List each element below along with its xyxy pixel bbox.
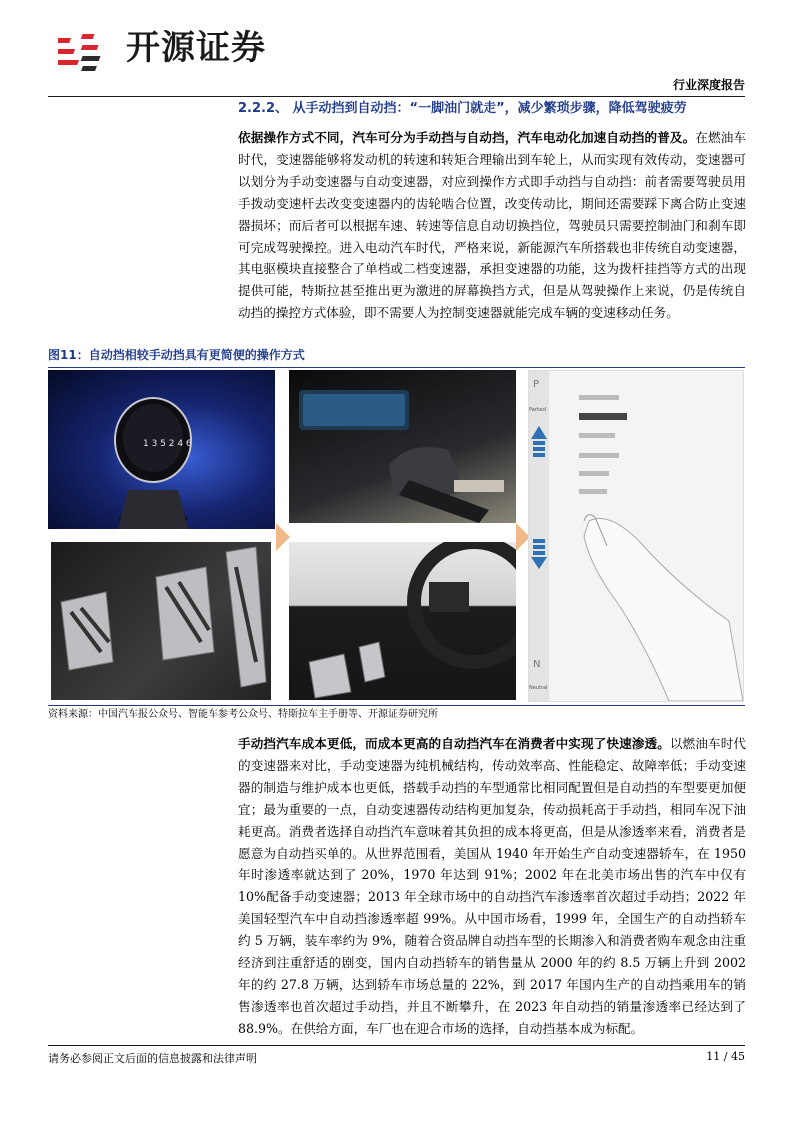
footer-divider: [48, 1045, 745, 1046]
paragraph-1: [238, 127, 746, 324]
tesla-pedals-photo: [289, 542, 516, 700]
paragraph-2-lead: 手动挡汽车成本更低，而成本更高的自动挡汽车在消费者中实现了快速渗透。: [238, 736, 670, 751]
paragraph-1-lead: 依据操作方式不同，汽车可分为手动挡与自动挡，汽车电动化加速自动挡的普及。: [238, 130, 696, 145]
section-title: 2.2.2、 从手动挡到自动挡：“一脚油门就走”，减少繁琐步骤，降低驾驶疲劳: [238, 101, 687, 116]
header-divider: [48, 96, 745, 97]
paragraph-1-body: 在燃油车时代，变速器能够将发动机的转速和转矩合理输出到车轮上，从而实现有效传动，变速器可以划分为手动变速器与自动变速器，对应到操作方式即手动挡与自动挡：前者需要驾驶员用手拨动变速杆去改变变速器内的齿轮啮合位置，改变传动比，期间还需要踩下离合防止变速器损坏；而后者可以根据车速、转速等信息自动切换挡位，驾驶员只需要控制油门和刹车即可完成驾驶操控。进入电动汽车时代，严格来说，新能源汽车所搭载也非传统自动变速器，其电驱模块直接整合了单档或二档变速器，承担变速器的功能，这为拨杆挂挡等方式的出现提供可能，特斯拉甚至推出更为激进的屏幕换挡方式，但是从驾驶操作上来说，仍是传统自动挡的操控方式体验，即不需要人为控制变速器就能完成车辆的变速移动任务。: [238, 130, 747, 321]
brand-name: 开源证券: [126, 28, 266, 68]
footer-disclaimer: 请务必参阅正文后面的信息披露和法律声明: [48, 1052, 257, 1065]
paragraph-2-body: 以燃油车时代的变速器来对比，手动变速器为纯机械结构，传动效率高、性能稳定、故障率低；手动变速器的制造与维护成本也更低，搭载手动挡的车型通常比相同配置但是自动挡的车型要更加便宜；最为重要的一点，自动变速器传动结构更加复杂，传动损耗高于手动挡，相同车况下油耗更高。消费者选择自动挡汽车意味着其负担的成本将更高，但是从渗透率来看，消费者是愿意为自动挡买单的。从世界范围看，美国从 1940 年开始生产自动变速器轿车，在 1950 年时渗透率就达到了 20%，1970 年达到 91%；2002 年在北美市场出售的汽车中仅有 10%配备手动变速器；2013 年全球市场中的自动挡汽车渗透率首次超过手动挡；2022 年美国轻型汽车中自动挡渗透率超 99%。从中国市场看，1999 年，全国生产的自动挡轿车约 5 万辆，装车率约为 9%，随着合资品牌自动挡车型的长期渗入和消费者购车观念由注重经济到注重舒适的剧变，国内自动挡轿车的销售量从 2000 年的约 8.5 万辆上升到 2002 年的约 27.8 万辆，达到轿车市场总量的 22%，到 2017 年国内生产的自动挡乘用车的销售渗透率也首次超过手动挡，并且不断攀升，在 2023 年自动挡的销量渗透率已经达到了 88.9%。在供给方面，车厂也在迎合市场的选择，自动挡基本成为标配。: [238, 736, 747, 1036]
figure-image-grid: [48, 367, 745, 704]
gear-neutral-label: Neutral: [529, 685, 548, 691]
figure-title: 图11：自动挡相较手动挡具有更简便的操作方式: [48, 345, 745, 368]
shifter-numbers: 1 3 5 2 4 6: [143, 439, 192, 449]
shift-up-arrow-icon: [531, 426, 547, 457]
automatic-gear-lever-photo: [289, 370, 516, 523]
logo-mark-icon: [58, 30, 114, 74]
company-logo: [58, 24, 308, 74]
arrow-right-icon: [276, 523, 290, 551]
page-number: 11 / 45: [706, 1050, 745, 1063]
gear-parked-label: Parked: [529, 407, 546, 413]
manual-shift-knob-photo: [48, 370, 275, 529]
shift-down-arrow-icon: [531, 539, 547, 569]
manual-pedals-photo: [51, 542, 271, 700]
gear-n-label: N: [533, 659, 541, 670]
paragraph-2: [238, 733, 746, 1040]
touchscreen-shift-illustration: [528, 370, 744, 702]
report-type: 行业深度报告: [672, 78, 745, 92]
gear-p-label: P: [533, 379, 540, 390]
figure-source: 资料来源：中国汽车报公众号、智能车参考公众号、特斯拉车主手册等、开源证券研究所: [48, 705, 745, 723]
